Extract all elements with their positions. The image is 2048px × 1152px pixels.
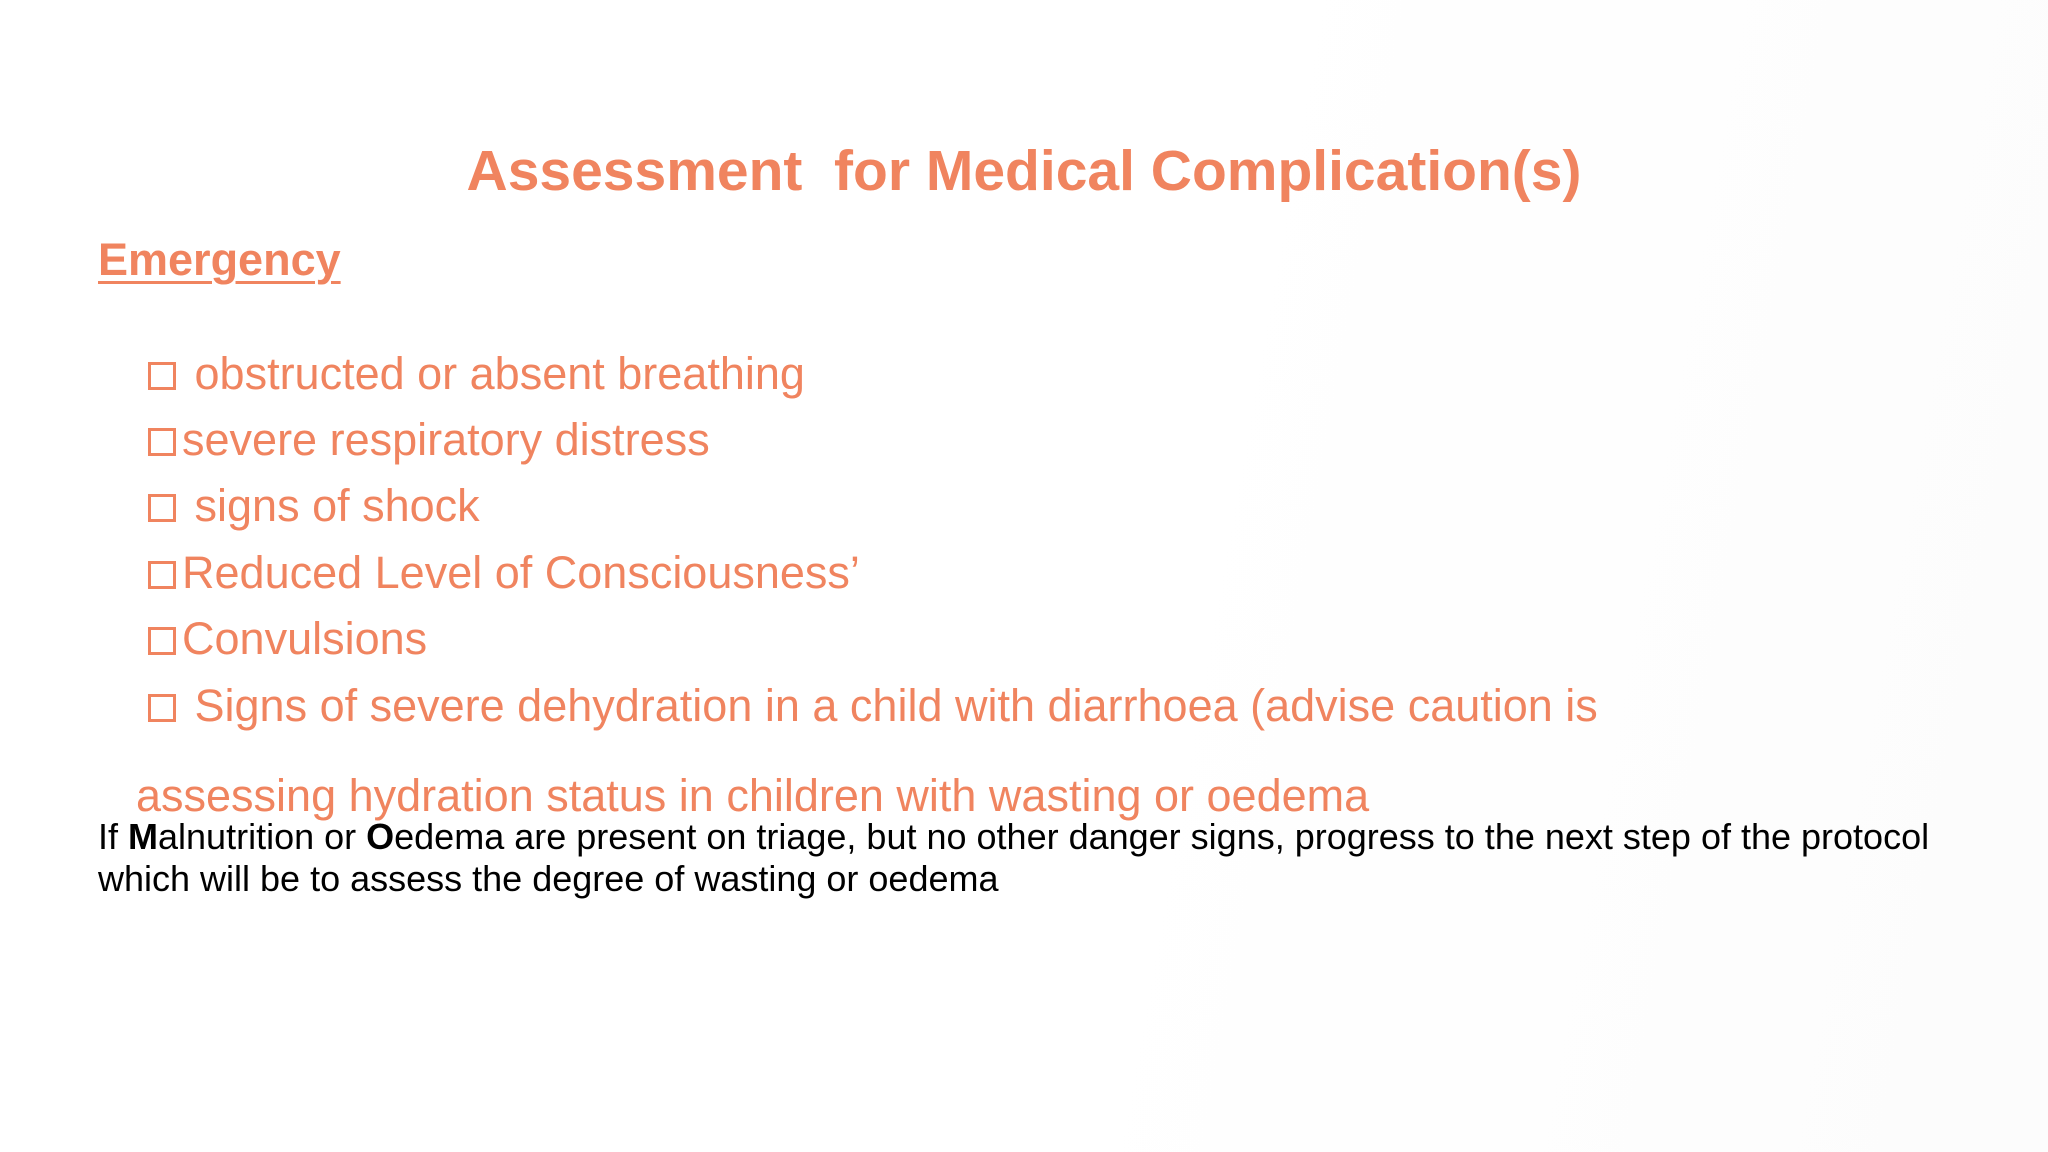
note-emphasis: O	[366, 816, 395, 857]
checklist-item-continuation: assessing hydration status in children with wasting or oedema	[136, 770, 1370, 821]
protocol-note	[98, 816, 1948, 900]
checklist-item-text: obstructed or absent breathing	[182, 348, 805, 399]
note-text: alnutrition or	[158, 816, 367, 857]
note-text: edema are present on triage, but no other danger signs, progress to the next step of the protocol which will be to assess the degree of wasting or oedema	[98, 816, 1930, 899]
checklist-item-text: Signs of severe dehydration in a child with diarrhoea (advise caution is	[182, 680, 1598, 731]
slide-title: Assessment for Medical Complication(s)	[466, 139, 1582, 203]
checklist-item-text: severe respiratory distress	[182, 414, 710, 465]
note-text: If	[98, 816, 129, 857]
checklist-item-text: signs of shock	[182, 480, 480, 531]
checklist-item-text: Reduced Level of Consciousness’	[182, 547, 860, 598]
section-heading-emergency: Emergency	[98, 234, 341, 285]
checkbox-icon	[148, 694, 178, 724]
note-emphasis: M	[128, 816, 159, 857]
checklist-item-text: Convulsions	[182, 613, 428, 664]
